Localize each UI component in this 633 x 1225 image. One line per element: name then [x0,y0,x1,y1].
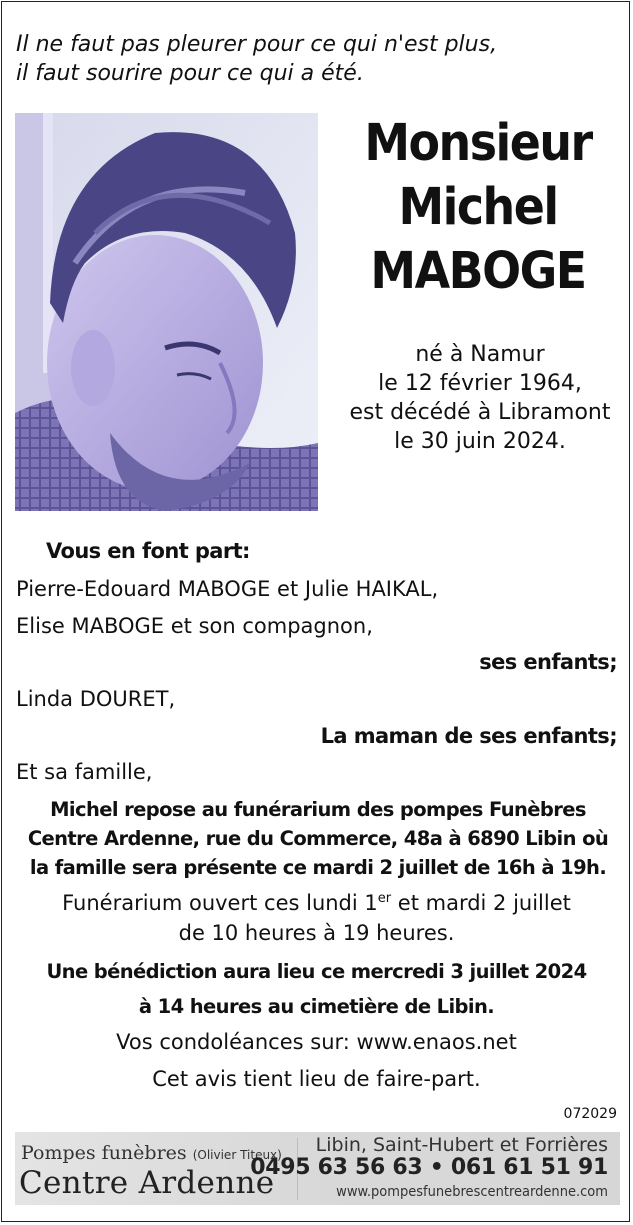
funeral-home-label [21,1142,282,1164]
portrait-photo [15,113,318,511]
birth-date: le 12 février 1964, [378,371,582,396]
quote-line-2: il faut sourire pour ce qui a été. [16,61,364,86]
condolences-line: Vos condoléances sur: www.enaos.net [116,1030,517,1054]
notice-line: Cet avis tient lieu de faire-part. [152,1067,481,1091]
funerarium-hours-line-2: de 10 heures à 19 heures. [178,921,455,945]
family-mother-line: Linda DOURET, [16,687,176,711]
death-date: le 30 juin 2024. [394,429,566,454]
epigraph-quote [16,30,616,88]
portrait-photo-graphic [15,113,318,511]
funerarium-hours-line-1 [0,889,633,918]
deceased-name [332,112,624,304]
deceased-last-name: MABOGE [370,242,586,301]
quote-line-1: Il ne faut pas pleurer pour ce qui n'est plus, [16,32,498,57]
funeral-home-small: Pompes funèbres [21,1142,187,1164]
funeral-home-locations: Libin, Saint-Hubert et Forrières [315,1134,608,1156]
deceased-first-name: Michel [398,178,558,237]
funeral-home-website: www.pompesfunebrescentreardenne.com [336,1184,608,1200]
family-heading: Vous en font part: [46,539,250,563]
funeral-home-banner [15,1132,620,1205]
death-place: est décédé à Libramont [349,400,611,425]
family-extended-line: Et sa famille, [16,760,153,784]
funeral-home-phones: 0495 63 56 63 • 061 61 51 91 [250,1155,608,1180]
repose-line-2: Centre Ardenne, rue du Commerce, 48a à 6890 Libin où [27,827,609,850]
family-children-line-1: Pierre-Edouard MABOGE et Julie HAIKAL, [16,577,439,601]
deceased-title: Monsieur [364,114,592,173]
funeral-home-name: Centre Ardenne [19,1165,275,1201]
blessing-line-1: Une bénédiction aura lieu ce mercredi 3 juillet 2024 [46,960,587,983]
birth-death-info [330,340,630,456]
funeral-home-note: (Olivier Titeux) [192,1148,282,1162]
family-children-line-2: Elise MABOGE et son compagnon, [16,614,373,638]
repose-line-3: la famille sera présente ce mardi 2 juillet de 16h à 19h. [29,856,607,879]
birth-place: né à Namur [415,342,545,367]
repose-paragraph [16,795,620,882]
blessing-line-2: à 14 heures au cimetière de Libin. [138,995,495,1018]
funerarium-hours-a: Funérarium ouvert ces lundi 1 [62,891,378,915]
family-role-mother: La maman de ses enfants; [320,724,617,748]
funerarium-hours-b: et mardi 2 juillet [391,891,571,915]
family-role-children: ses enfants; [479,650,617,674]
funerarium-hours-sup: er [377,891,392,906]
reference-number: 072029 [563,1106,617,1122]
repose-line-1: Michel repose au funérarium des pompes Funèbres [50,798,586,821]
